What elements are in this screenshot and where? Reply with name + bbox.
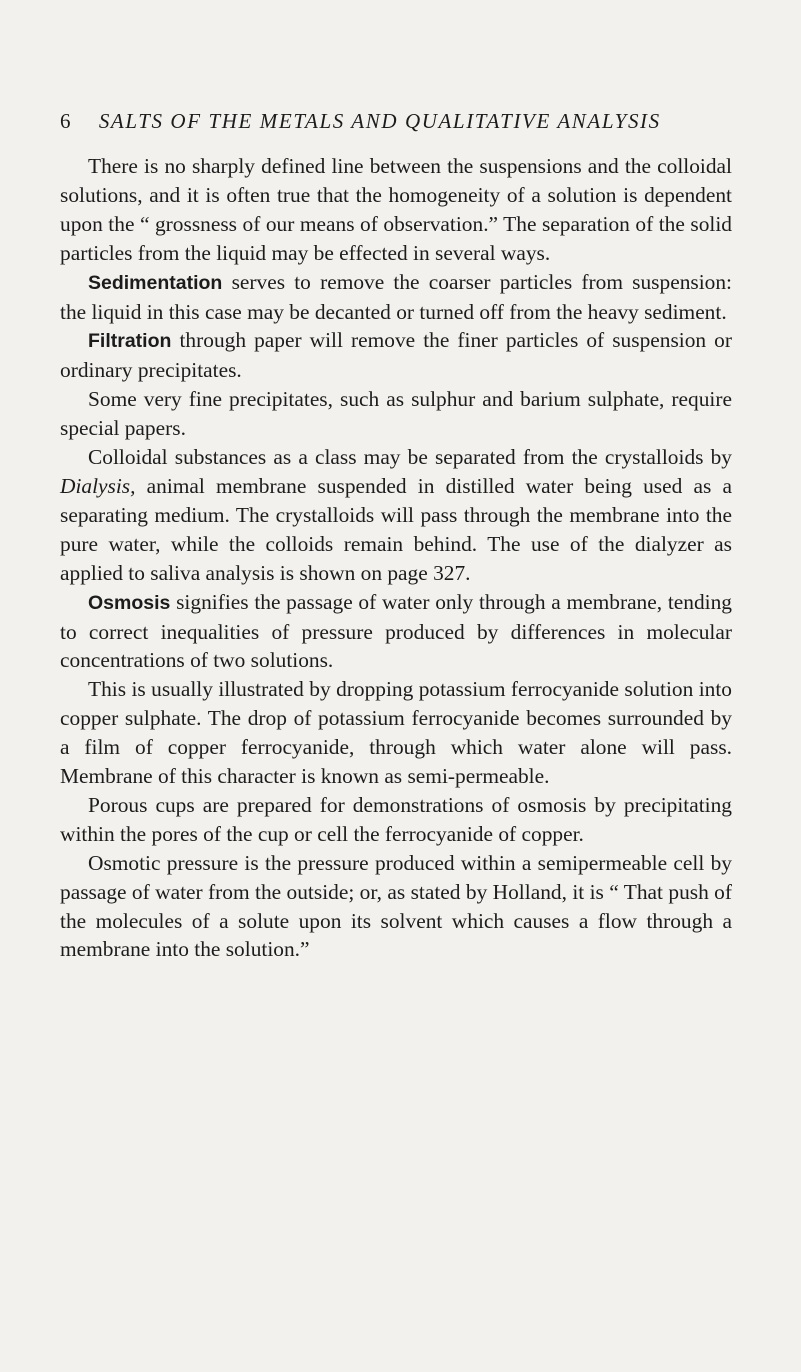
page-number: 6	[60, 109, 71, 133]
running-title: SALTS OF THE METALS AND QUALITATIVE ANALYSIS	[98, 109, 661, 133]
paragraph-text: animal membrane suspended in distilled water being used as a separating medium. The crystalloids will pass through the membrane into the pure water, while the colloids remain behind. The use of the dialyzer as applied to saliva analysis is shown on page 327.	[60, 473, 732, 585]
term-dialysis: Dialysis,	[60, 473, 136, 498]
running-head	[60, 108, 732, 134]
paragraph-suspensions: There is no sharply defined line between the suspensions and the colloidal solutions, and it is often true that the homogeneity of a solution is dependent upon the “ grossness of our means of observation.” The separation of the solid particles from the liquid may be effected in several ways.	[60, 154, 732, 265]
paragraph-osmotic-pressure: Osmotic pressure is the pressure produced within a semipermeable cell by passage of water from the outside; or, as stated by Holland, it is “ That push of the molecules of a solute upon its solvent which causes a flow through a membrane into the solution.”	[60, 850, 732, 962]
term-filtration: Filtration	[88, 330, 172, 353]
paragraph-text: Colloidal substances as a class may be separated from the crystalloids by	[88, 445, 732, 470]
book-page	[60, 108, 732, 964]
paragraph-ferrocyanide: This is usually illustrated by dropping potassium ferrocyanide solution into copper sulphate. The drop of potassium ferrocyanide becomes surrounded by a film of copper ferrocyanide, through which water alone will pass. Membrane of this character is known as semi-permeable.	[60, 677, 732, 789]
term-sedimentation: Sedimentation	[88, 271, 223, 294]
paragraph-dialysis	[60, 443, 732, 588]
paragraph-osmosis	[60, 588, 732, 676]
paragraph-filtration	[60, 326, 732, 385]
term-osmosis: Osmosis	[88, 591, 171, 614]
paragraph-text: signifies the passage of water only through a membrane, tending to correct inequalities of pressure produced by differences in molecular concentrations of two solutions.	[60, 589, 732, 673]
paragraph-text: serves to remove the coarser particles from suspension: the liquid in this case may be decanted or turned off from the heavy sediment.	[60, 269, 732, 324]
body-text	[60, 152, 732, 964]
paragraph-special-papers: Some very fine precipitates, such as sulphur and barium sulphate, require special papers.	[60, 387, 732, 441]
paragraph-sedimentation	[60, 268, 732, 327]
paragraph-porous-cups: Porous cups are prepared for demonstrations of osmosis by precipitating within the pores of the cup or cell the ferrocyanide of copper.	[60, 792, 732, 846]
paragraph-text: through paper will remove the finer particles of suspension or ordinary precipitates.	[60, 328, 732, 383]
